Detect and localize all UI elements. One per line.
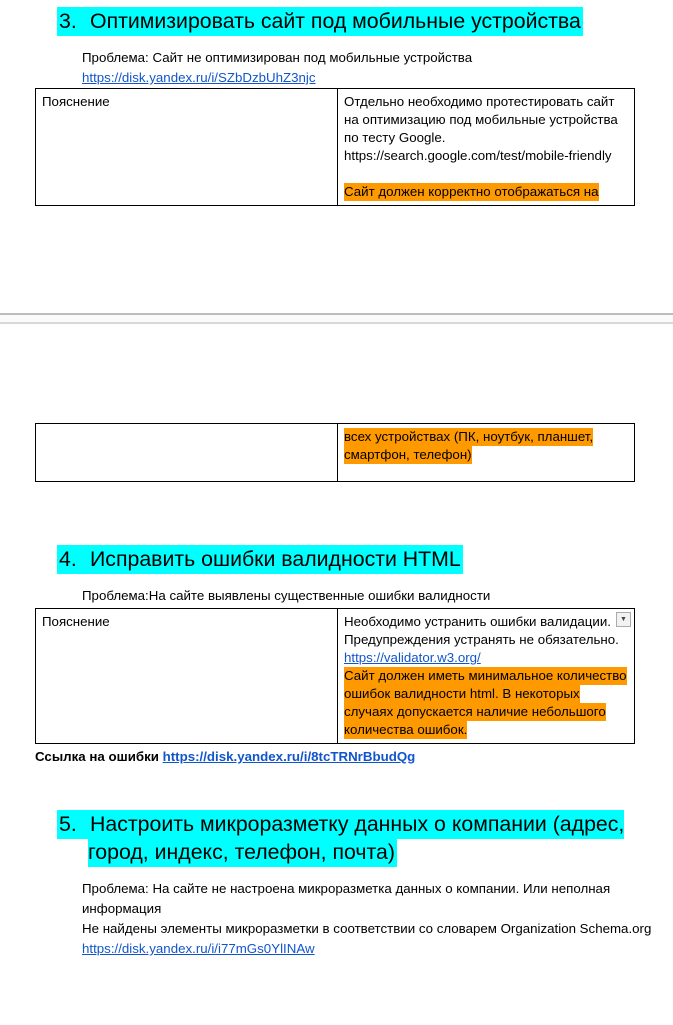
page-2-top-margin [0,324,673,423]
explanation-content-cell [338,609,635,744]
explanation-label: Пояснение [42,614,110,629]
dropdown-button[interactable] [616,612,631,627]
explanation-label: Пояснение [42,94,110,109]
problem-5-paragraph [82,879,653,959]
table-row [36,89,635,206]
empty-label-cell [36,424,338,482]
table-row [36,609,635,744]
highlighted-requirement-text: Сайт должен корректно отображаться на [344,184,599,199]
page-break [0,313,673,324]
heading-5-number: 5. [59,812,77,836]
heading-4 [0,545,673,573]
validator-link[interactable]: https://validator.w3.org/ [344,650,481,665]
explanation-table-1 [35,88,635,206]
explanation-label-cell [36,89,338,206]
heading-3-number: 3. [59,9,77,33]
disk-link-5[interactable]: https://disk.yandex.ru/i/i77mGs0YlINAw [82,941,315,956]
explanation-table-continued [35,423,635,482]
explanation-label-cell [36,609,338,744]
problem-5-text-1: Проблема: На сайте не настроена микроразметка данных о компании. Или неполная информация [82,881,611,916]
problem-3-paragraph [82,48,653,88]
problem-4-text: Проблема:На сайте выявлены существенные ошибки валидности [82,588,491,603]
heading-4-number: 4. [59,547,77,571]
problem-5-text-2: Не найдены элементы микроразметки в соответствии со словарем Organization Schema.org [82,921,652,936]
mobile-test-url: https://search.google.com/test/mobile-friendly [344,148,612,163]
errors-disk-link[interactable]: https://disk.yandex.ru/i/8tcTRNrBbudQg [162,749,416,764]
heading-5 [0,810,673,866]
chevron-down-icon: ▼ [620,616,627,623]
page-1-bottom-margin [0,206,673,313]
explanation-text: Необходимо устранить ошибки валидации. Предупреждения устранять не обязательно. [344,614,619,647]
errors-link-label: Ссылка на ошибки [35,749,159,764]
heading-5-highlight [57,810,624,867]
heading-3 [0,7,673,35]
heading-3-text: Оптимизировать сайт под мобильные устройства [90,9,581,33]
explanation-text: Отдельно необходимо протестировать сайт на оптимизацию под мобильные устройства по тесту Google. [344,94,618,145]
highlighted-continuation-text: всех устройствах (ПК, ноутбук, планшет, смартфон, телефон) [344,429,594,462]
disk-link-3[interactable]: https://disk.yandex.ru/i/SZbDzbUhZ3njc [82,70,316,85]
explanation-content-cell [338,89,635,206]
heading-3-highlight [57,7,583,36]
table-row [36,424,635,482]
problem-3-text: Проблема: Сайт не оптимизирован под мобильные устройства [82,50,473,65]
heading-5-text: Настроить микроразметку данных о компании (адрес, город, индекс, телефон, почта) [88,812,625,864]
highlighted-requirement-text: Сайт должен иметь минимальное количество ошибок валидности html. В некоторых случаях допускается наличие небольшого количества ошибок. [344,668,627,737]
continued-content-cell [338,424,635,482]
errors-link-line [35,747,673,767]
problem-4-paragraph [82,586,653,606]
explanation-table-2 [35,608,635,744]
heading-4-highlight [57,545,463,574]
heading-4-text: Исправить ошибки валидности HTML [90,547,461,571]
blank-line [344,165,628,183]
